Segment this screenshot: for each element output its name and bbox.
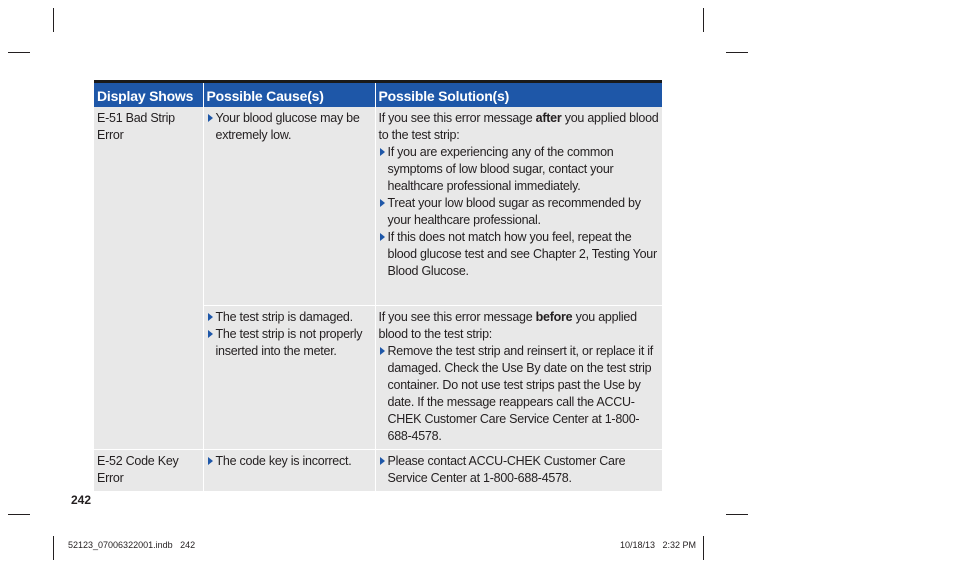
solution-item: Please contact ACCU-CHEK Customer Care Service Center at 1-800-688-4578. xyxy=(379,453,660,487)
table-row xyxy=(94,107,662,306)
page-number: 242 xyxy=(71,493,92,507)
solution-intro xyxy=(379,309,660,343)
solution-item: Remove the test strip and reinsert it, or replace it if damaged. Check the Use By date on the test strip container. Do not use test strips past the Use by date. If the message reappears call the ACCU-CHEK Customer Care Service Center at 1-800-688-4578. xyxy=(379,343,660,445)
header-display-shows: Display Shows xyxy=(94,82,203,107)
solution-intro-text: If you see this error message xyxy=(378,310,536,324)
solution-intro-emphasis: before xyxy=(535,310,573,324)
footer-file-info: 52123_07006322001.indb 242 xyxy=(68,540,196,550)
cause-cell xyxy=(203,306,375,450)
cause-cell xyxy=(203,450,375,492)
solution-intro-text: you applied blood to the test strip: xyxy=(378,310,637,341)
footer-timestamp: 10/18/13 2:32 PM xyxy=(620,540,697,550)
solution-cell xyxy=(375,306,662,450)
table-header-row xyxy=(94,82,662,107)
solution-item: Treat your low blood sugar as recommended by your healthcare professional. xyxy=(379,195,660,229)
cause-item: Your blood glucose may be extremely low. xyxy=(207,110,372,144)
cause-item: The code key is incorrect. xyxy=(207,453,372,470)
crop-mark xyxy=(703,8,704,32)
crop-mark xyxy=(703,536,704,560)
crop-mark xyxy=(726,52,748,53)
crop-mark xyxy=(8,514,30,515)
solution-intro-text: If you see this error message xyxy=(378,110,536,125)
display-cell xyxy=(94,107,203,450)
solution-intro-emphasis: after xyxy=(535,110,562,125)
error-code: E-52 Code Key Error xyxy=(97,454,179,485)
solution-intro xyxy=(379,110,660,144)
solution-intro-text: you applied blood to the test strip: xyxy=(378,110,659,142)
solution-cell xyxy=(375,107,662,306)
table-row xyxy=(94,450,662,492)
header-possible-causes: Possible Cause(s) xyxy=(203,82,375,107)
cause-item: The test strip is not properly inserted into the meter. xyxy=(207,326,372,360)
solution-item: If this does not match how you feel, repeat the blood glucose test and see Chapter 2, Testing Your Blood Glucose. xyxy=(379,229,660,280)
error-code: E-51 Bad Strip Error xyxy=(97,110,175,142)
crop-mark xyxy=(53,8,54,32)
solution-cell xyxy=(375,450,662,492)
crop-mark xyxy=(8,52,30,53)
display-cell xyxy=(94,450,203,492)
header-possible-solutions: Possible Solution(s) xyxy=(375,82,662,107)
crop-mark xyxy=(726,514,748,515)
cause-cell xyxy=(203,107,375,306)
cause-item: The test strip is damaged. xyxy=(207,309,372,326)
solution-item: If you are experiencing any of the common symptoms of low blood sugar, contact your healthcare professional immediately. xyxy=(379,144,660,195)
troubleshooting-table xyxy=(94,80,662,492)
crop-mark xyxy=(53,536,54,560)
